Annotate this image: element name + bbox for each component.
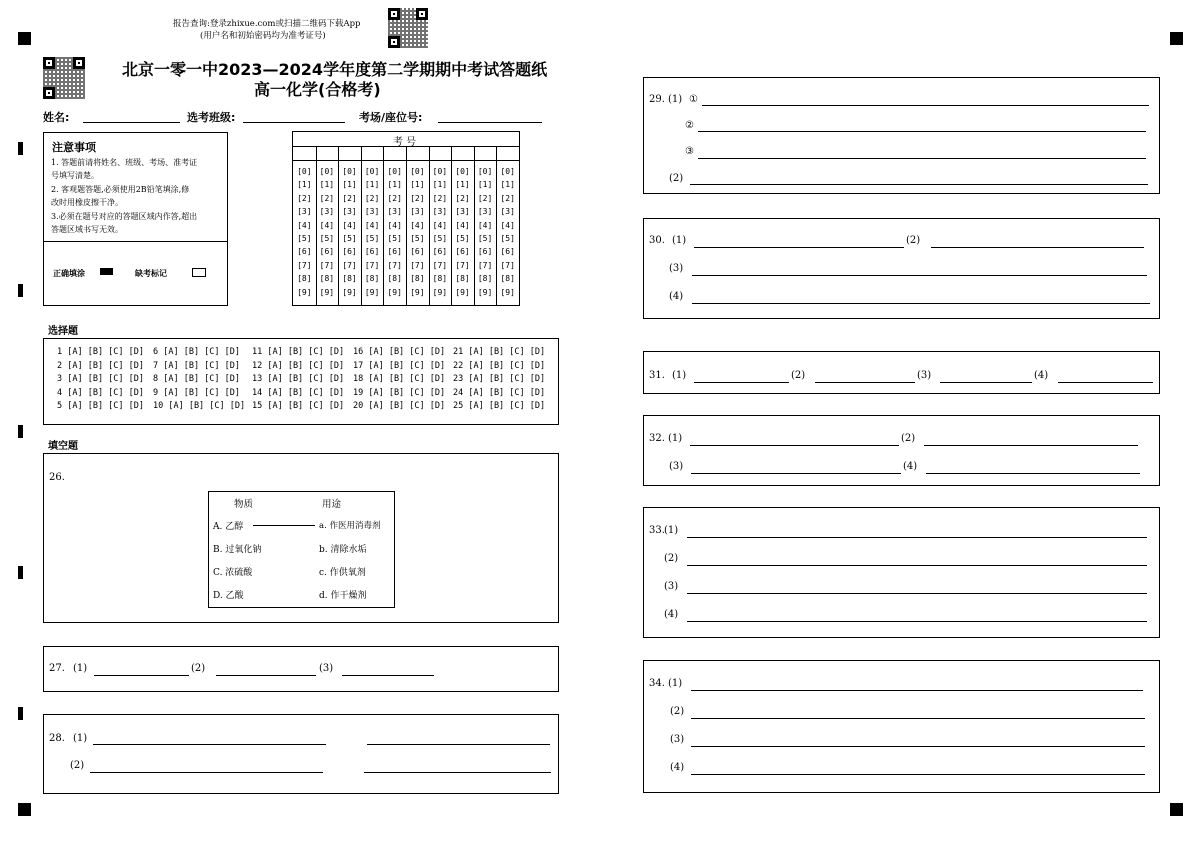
digit-bubble[interactable]: [6] (342, 247, 357, 257)
timing-mark (18, 566, 23, 579)
part-label: (1) (672, 235, 687, 246)
digit-bubble[interactable]: [7] (432, 260, 448, 270)
mc-question-row[interactable]: 16 [A] [B] [C] [D] (353, 347, 446, 357)
notice-item: 1. 答题前请将姓名、班级、考场、准考证 (51, 158, 198, 167)
digit-bubble[interactable]: [4] (500, 220, 515, 230)
part-label: (2) (664, 553, 679, 564)
q33-box (643, 507, 1160, 638)
answer-line[interactable] (815, 382, 915, 383)
answer-line[interactable] (342, 675, 434, 676)
room-label: 考场/座位号: (359, 111, 423, 124)
digit-bubble[interactable]: [9] (319, 287, 335, 297)
digit-bubble[interactable]: [9] (410, 287, 425, 297)
digit-bubble[interactable]: [6] (432, 247, 448, 257)
digit-bubble[interactable]: [5] (432, 234, 448, 243)
digit-bubble[interactable]: [7] (500, 260, 515, 270)
q27-number: 27. (49, 663, 65, 674)
absent-mark-label: 缺考标记 (135, 269, 167, 278)
mc-heading: 选择题 (48, 326, 78, 337)
q31-box (643, 351, 1160, 394)
digit-bubble[interactable]: [0] (432, 167, 448, 176)
answer-line[interactable] (90, 772, 323, 773)
q30-box (643, 218, 1160, 319)
digit-bubble[interactable]: [1] (297, 180, 312, 190)
digit-bubble[interactable]: [6] (410, 247, 425, 257)
digit-bubble[interactable]: [1] (342, 180, 357, 190)
digit-bubble[interactable]: [9] (364, 287, 380, 297)
mc-question-row[interactable]: 20 [A] [B] [C] [D] (353, 401, 446, 412)
filled-bubble-example (100, 268, 113, 275)
use-item: b. 清除水垢 (319, 545, 367, 555)
part-label: (4) (670, 762, 685, 773)
digit-bubble[interactable]: [9] (297, 287, 312, 297)
part-label: (1) (664, 525, 679, 536)
digit-bubble[interactable]: [0] (319, 167, 335, 176)
answer-line[interactable] (93, 744, 326, 745)
answer-line[interactable] (687, 621, 1147, 622)
part-label: (1) (672, 370, 687, 381)
mc-question-row[interactable]: 11 [A] [B] [C] [D] (252, 347, 345, 357)
digit-bubble[interactable]: [3] (455, 207, 470, 217)
mc-question-row[interactable]: 19 [A] [B] [C] [D] (353, 387, 446, 398)
digit-bubble[interactable]: [8] (432, 274, 448, 284)
digit-bubble[interactable]: [5] (410, 234, 425, 243)
digit-bubble[interactable]: [7] (297, 260, 312, 270)
digit-bubble[interactable]: [0] (297, 167, 312, 176)
notice-box (43, 132, 228, 306)
answer-line[interactable] (692, 275, 1147, 276)
answer-line[interactable] (687, 565, 1147, 566)
part-label: (3) (664, 581, 679, 592)
mc-question-row[interactable]: 23 [A] [B] [C] [D] (453, 374, 546, 385)
digit-bubble[interactable]: [9] (500, 287, 515, 297)
part-label: (4) (664, 609, 679, 620)
digit-bubble[interactable]: [8] (410, 274, 425, 284)
digit-bubble[interactable]: [0] (410, 167, 425, 176)
digit-bubble[interactable]: [2] (410, 193, 425, 203)
digit-bubble[interactable]: [7] (364, 260, 380, 270)
digit-bubble[interactable]: [5] (500, 234, 515, 243)
timing-mark (18, 284, 23, 297)
table-header-substance: 物质 (234, 499, 254, 510)
report-notice-line2: (用户名和初始密码均为准考证号) (200, 31, 326, 41)
digit-bubble[interactable]: [1] (364, 180, 380, 190)
part-label: (2) (70, 760, 85, 771)
mc-box (43, 338, 559, 425)
answer-line[interactable] (691, 746, 1145, 747)
digit-bubble[interactable]: [5] (342, 234, 357, 243)
answer-line[interactable] (698, 158, 1146, 159)
mc-question-row[interactable]: 1 [A] [B] [C] [D] (57, 347, 144, 357)
mc-question-row[interactable]: 3 [A] [B] [C] [D] (57, 374, 144, 385)
digit-bubble[interactable]: [4] (387, 220, 402, 230)
mc-question-row[interactable]: 22 [A] [B] [C] [D] (453, 360, 546, 371)
digit-bubble[interactable]: [2] (319, 193, 335, 203)
subpart-label: ② (685, 120, 694, 131)
part-label: (2) (191, 663, 206, 674)
part-label: (4) (669, 291, 684, 302)
part-label: (4) (1034, 370, 1049, 381)
digit-bubble[interactable]: [5] (477, 234, 493, 243)
digit-bubble[interactable]: [9] (455, 287, 470, 297)
digit-bubble[interactable]: [3] (477, 207, 493, 217)
mc-question-row[interactable]: 17 [A] [B] [C] [D] (353, 360, 446, 371)
digit-bubble[interactable]: [0] (342, 167, 357, 176)
digit-bubble[interactable]: [4] (364, 220, 380, 230)
matching-table (208, 491, 395, 608)
digit-bubble[interactable]: [7] (342, 260, 357, 270)
digit-bubble[interactable]: [8] (342, 274, 357, 284)
qr-code-icon (388, 8, 428, 48)
answer-line[interactable] (691, 690, 1143, 691)
mc-question-row[interactable]: 12 [A] [B] [C] [D] (252, 360, 345, 371)
q26-box (43, 453, 559, 623)
mc-question-row[interactable]: 8 [A] [B] [C] [D] (153, 374, 240, 385)
mc-question-row[interactable]: 15 [A] [B] [C] [D] (252, 401, 345, 412)
digit-bubble[interactable]: [8] (387, 274, 402, 284)
subpart-label: ③ (685, 146, 694, 157)
exam-number-heading: 考 号 (393, 137, 417, 148)
mc-question-row[interactable]: 2 [A] [B] [C] [D] (57, 360, 144, 371)
digit-bubble[interactable]: [1] (410, 180, 425, 190)
substance-item: C. 浓硫酸 (213, 568, 253, 578)
registration-mark (18, 803, 31, 816)
digit-bubble[interactable]: [3] (410, 207, 425, 217)
qr-code-icon (43, 57, 85, 99)
timing-mark (18, 707, 23, 720)
mc-question-row[interactable]: 4 [A] [B] [C] [D] (57, 387, 144, 398)
digit-bubble[interactable]: [3] (364, 207, 380, 217)
substance-item: D. 乙酸 (213, 591, 244, 601)
timing-mark (18, 425, 23, 438)
digit-bubble[interactable]: [9] (387, 287, 402, 297)
digit-bubble[interactable]: [3] (297, 207, 312, 217)
part-label: (2) (670, 706, 685, 717)
notice-item: 答题区域书写无效。 (51, 225, 123, 234)
mc-question-row[interactable]: 13 [A] [B] [C] [D] (252, 374, 345, 385)
part-label: (1) (73, 663, 88, 674)
part-label: (2) (906, 235, 921, 246)
digit-bubble[interactable]: [8] (455, 274, 470, 284)
digit-bubble[interactable]: [9] (342, 287, 357, 297)
absent-mark-checkbox[interactable] (192, 268, 206, 277)
digit-bubble[interactable]: [0] (387, 167, 402, 176)
digit-bubble[interactable]: [2] (387, 193, 402, 203)
page-title: 北京一零一中2023—2024学年度第二学期期中考试答题纸 (122, 60, 548, 79)
registration-mark (18, 32, 31, 45)
digit-bubble[interactable]: [8] (297, 274, 312, 284)
name-label: 姓名: (43, 111, 70, 124)
mc-question-row[interactable]: 25 [A] [B] [C] [D] (453, 401, 546, 412)
match-line (253, 525, 315, 526)
mc-question-row[interactable]: 9 [A] [B] [C] [D] (153, 387, 240, 398)
digit-bubble[interactable]: [6] (319, 247, 335, 257)
mc-question-row[interactable]: 5 [A] [B] [C] [D] (57, 401, 144, 412)
registration-mark (1170, 32, 1183, 45)
digit-bubble[interactable]: [1] (432, 180, 448, 190)
digit-bubble[interactable]: [0] (364, 167, 380, 176)
mc-question-row[interactable]: 14 [A] [B] [C] [D] (252, 387, 345, 398)
substance-item: A. 乙醇 (213, 522, 244, 532)
digit-bubble[interactable]: [5] (297, 234, 312, 243)
digit-bubble[interactable]: [1] (387, 180, 402, 190)
registration-mark (1170, 803, 1183, 816)
digit-bubble[interactable]: [0] (455, 167, 470, 176)
correct-fill-label: 正确填涂 (53, 269, 85, 278)
q30-number: 30. (649, 235, 665, 246)
q28-box (43, 714, 559, 794)
q34-box (643, 660, 1160, 793)
answer-line[interactable] (694, 247, 904, 248)
answer-line[interactable] (367, 744, 550, 745)
digit-bubble[interactable]: [3] (432, 207, 448, 217)
subpart-label: ① (689, 94, 698, 105)
q28-number: 28. (49, 733, 65, 744)
answer-line[interactable] (926, 473, 1140, 474)
mc-question-row[interactable]: 7 [A] [B] [C] [D] (153, 360, 240, 371)
class-label: 选考班级: (187, 111, 236, 124)
digit-bubble[interactable]: [2] (432, 193, 448, 203)
part-label: (2) (791, 370, 806, 381)
digit-bubble[interactable]: [5] (364, 234, 380, 243)
answer-line[interactable] (687, 593, 1147, 594)
answer-line[interactable] (687, 537, 1147, 538)
use-item: d. 作干燥剂 (319, 591, 367, 601)
q29-box (643, 77, 1160, 194)
part-label: (2) (669, 173, 684, 184)
answer-line[interactable] (690, 445, 899, 446)
timing-mark (18, 142, 23, 155)
q29-number: 29. (649, 94, 665, 105)
q32-number: 32. (649, 433, 665, 444)
digit-bubble[interactable]: [4] (410, 220, 425, 230)
table-header-use: 用途 (322, 499, 342, 510)
digit-bubble[interactable]: [8] (500, 274, 515, 284)
answer-line[interactable] (691, 774, 1145, 775)
notice-item: 2. 客观题答题,必须使用2B铅笔填涂,修 (51, 185, 190, 194)
answer-line[interactable] (216, 675, 316, 676)
room-field[interactable] (438, 122, 542, 123)
substance-item: B. 过氧化钠 (213, 545, 262, 555)
digit-bubble[interactable]: [5] (387, 234, 402, 243)
q26-number: 26. (49, 472, 65, 483)
mc-question-row[interactable]: 6 [A] [B] [C] [D] (153, 347, 240, 357)
part-label: (1) (668, 433, 683, 444)
answer-line[interactable] (924, 445, 1138, 446)
q27-box (43, 646, 559, 692)
digit-bubble[interactable]: [3] (387, 207, 402, 217)
use-item: c. 作供氧剂 (319, 568, 366, 578)
divider (44, 241, 227, 242)
digit-bubble[interactable]: [7] (319, 260, 335, 270)
notice-item: 改时用橡皮擦干净。 (51, 198, 123, 207)
digit-bubble[interactable]: [7] (410, 260, 425, 270)
digit-bubble[interactable]: [2] (342, 193, 357, 203)
answer-line[interactable] (931, 247, 1144, 248)
digit-bubble[interactable]: [4] (297, 220, 312, 230)
digit-bubble[interactable]: [2] (455, 193, 470, 203)
part-label: (3) (669, 461, 684, 472)
name-field[interactable] (83, 122, 180, 123)
part-label: (3) (917, 370, 932, 381)
digit-bubble[interactable]: [2] (297, 193, 312, 203)
digit-bubble[interactable]: [6] (297, 247, 312, 257)
digit-bubble[interactable]: [6] (477, 247, 493, 257)
answer-line[interactable] (691, 473, 901, 474)
q31-number: 31. (649, 370, 665, 381)
digit-bubble[interactable]: [1] (500, 180, 515, 190)
notice-item: 号填写清楚。 (51, 171, 99, 180)
mc-question-row[interactable]: 10 [A] [B] [C] [D] (153, 401, 246, 412)
digit-bubble[interactable]: [5] (319, 234, 335, 243)
digit-bubble[interactable]: [7] (387, 260, 402, 270)
digit-bubble[interactable]: [6] (455, 247, 470, 257)
class-field[interactable] (243, 122, 345, 123)
answer-line[interactable] (698, 131, 1146, 132)
digit-bubble[interactable]: [5] (455, 234, 470, 243)
digit-bubble[interactable]: [1] (455, 180, 470, 190)
part-label: (3) (319, 663, 334, 674)
digit-bubble[interactable]: [1] (477, 180, 493, 190)
digit-bubble[interactable]: [2] (500, 193, 515, 203)
digit-bubble[interactable]: [0] (500, 167, 515, 176)
part-label: (3) (669, 263, 684, 274)
digit-bubble[interactable]: [2] (477, 193, 493, 203)
digit-bubble[interactable]: [2] (364, 193, 380, 203)
report-notice-line1: 报告查询:登录zhixue.com或扫描二维码下载App (173, 19, 361, 29)
part-label: (1) (668, 678, 683, 689)
page-subtitle: 高一化学(合格考) (254, 80, 381, 99)
notice-heading: 注意事项 (52, 141, 96, 154)
digit-bubble[interactable]: [9] (477, 287, 493, 297)
digit-bubble[interactable]: [1] (319, 180, 335, 190)
fill-heading: 填空题 (48, 441, 78, 452)
digit-bubble[interactable]: [8] (319, 274, 335, 284)
digit-bubble[interactable]: [0] (477, 167, 493, 176)
mc-question-row[interactable]: 21 [A] [B] [C] [D] (453, 347, 546, 357)
digit-bubble[interactable]: [3] (319, 207, 335, 217)
use-item: a. 作医用消毒剂 (319, 521, 381, 531)
notice-item: 3.必须在题号对应的答题区域内作答,超出 (51, 212, 198, 221)
digit-bubble[interactable]: [4] (432, 220, 448, 230)
mc-question-row[interactable]: 24 [A] [B] [C] [D] (453, 387, 546, 398)
digit-bubble[interactable]: [8] (477, 274, 493, 284)
answer-line[interactable] (702, 105, 1149, 106)
part-label: (4) (903, 461, 918, 472)
answer-line[interactable] (364, 772, 551, 773)
answer-line[interactable] (940, 382, 1032, 383)
digit-bubble[interactable]: [9] (432, 287, 448, 297)
digit-bubble[interactable]: [6] (364, 247, 380, 257)
answer-line[interactable] (690, 184, 1148, 185)
q33-number: 33. (649, 525, 665, 536)
part-label: (2) (901, 433, 916, 444)
digit-bubble[interactable]: [6] (500, 247, 515, 257)
answer-line[interactable] (692, 303, 1150, 304)
digit-bubble[interactable]: [4] (342, 220, 357, 230)
q34-number: 34. (649, 678, 665, 689)
digit-bubble[interactable]: [3] (500, 207, 515, 217)
exam-number-grid (292, 131, 520, 306)
digit-bubble[interactable]: [4] (455, 220, 470, 230)
answer-line[interactable] (1058, 382, 1153, 383)
mc-question-row[interactable]: 18 [A] [B] [C] [D] (353, 374, 446, 385)
answer-line[interactable] (694, 382, 789, 383)
answer-line[interactable] (94, 675, 189, 676)
digit-bubble[interactable]: [6] (387, 247, 402, 257)
digit-bubble[interactable]: [7] (477, 260, 493, 270)
digit-bubble[interactable]: [4] (477, 220, 493, 230)
answer-line[interactable] (691, 718, 1145, 719)
q32-box (643, 415, 1160, 486)
part-label: (3) (670, 734, 685, 745)
digit-bubble[interactable]: [3] (342, 207, 357, 217)
digit-bubble[interactable]: [7] (455, 260, 470, 270)
digit-bubble[interactable]: [4] (319, 220, 335, 230)
digit-bubble[interactable]: [8] (364, 274, 380, 284)
part-label: (1) (668, 94, 683, 105)
part-label: (1) (73, 733, 88, 744)
